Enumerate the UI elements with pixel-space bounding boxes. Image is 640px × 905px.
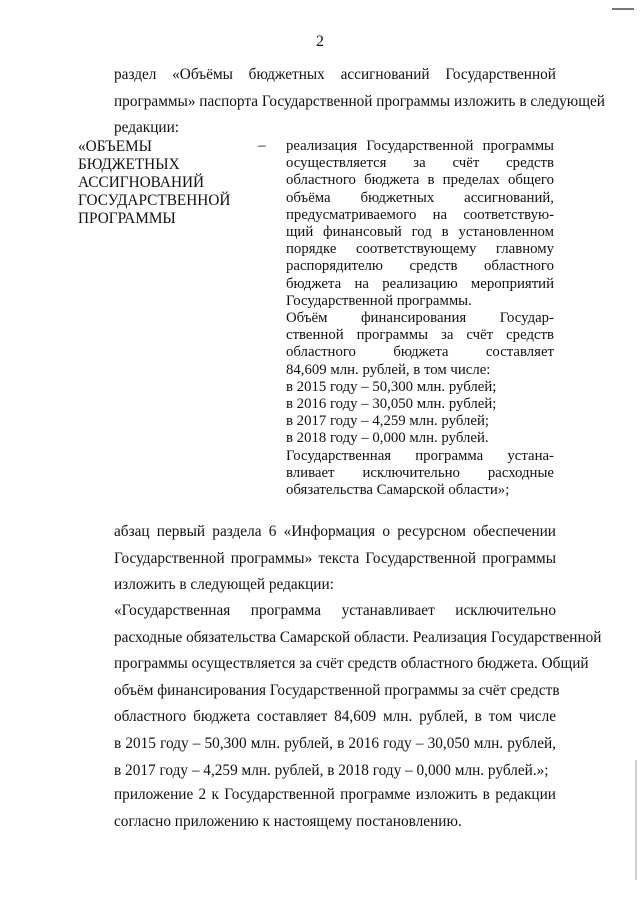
appendix-paragraph [76,782,556,835]
content-line: предусматриваемого на соответствую- [286,206,554,223]
text-line: областного бюджета составляет 84,609 млн. рублей, в том числе [114,708,556,726]
content-line: в 2016 году – 30,050 млн. рублей; [286,396,497,413]
text-line: изложить в следующей редакции: [114,576,334,594]
text-line: редакции: [114,119,180,137]
content-line: реализация Государственной программы [286,138,554,154]
section-content [286,138,554,499]
content-line: бюджета на реализацию мероприятий [286,275,554,292]
text-line: Государственной программы» текста Государственной программы [114,549,556,567]
separator-dash: – [258,137,266,154]
text-line: программы осуществляется за счёт средств областного бюджета. Общий [114,655,589,673]
section-title-line: ГОСУДАРСТВЕННОЙ [78,192,231,209]
text-line: согласно приложению к настоящему постановлению. [114,812,462,830]
section-title-line: «ОБЪЕМЫ [78,138,152,155]
section-title-line: ПРОГРАММЫ [78,210,176,227]
section-title-line: АССИГНОВАНИЙ [78,174,205,191]
content-line: объёма бюджетных ассигнований, [286,189,554,206]
content-line: обязательства Самарской области»; [286,482,510,499]
page-number: 2 [316,33,324,50]
content-line: Государственной программы. [286,292,472,309]
text-line: раздел «Объёмы бюджетных ассигнований Государственной [114,66,556,83]
text-line: объём финансирования Государственной программы за счёт средств [114,681,560,699]
intro-paragraph [76,62,605,142]
text-line: «Государственная программа устанавливает исключительно [114,602,556,619]
content-line: щий финансовый год в установленном [286,224,554,241]
content-line: вливает исключительно расходные [286,464,554,481]
section-title-line: БЮДЖЕТНЫХ [78,156,180,173]
content-line: распорядителю средств областного [286,258,554,275]
quoted-paragraph [76,598,602,784]
text-line: расходные обязательства Самарской области. Реализация Государственной [114,628,602,646]
content-line: 84,609 млн. рублей, в том числе: [286,361,491,378]
content-line: Объём финансирования Государ- [286,310,554,327]
section-title [78,138,230,228]
content-line: в 2017 году – 4,259 млн. рублей; [286,413,489,430]
content-line: порядке соответствующему главному [286,241,554,258]
text-line: абзац первый раздела 6 «Информация о ресурсном обеспечении [114,523,556,540]
text-line: программы» паспорта Государственной программы изложить в следующей [114,92,605,110]
text-line: в 2015 году – 50,300 млн. рублей, в 2016 году – 30,050 млн. рублей, [114,734,556,752]
text-line: в 2017 году – 4,259 млн. рублей, в 2018 году – 0,000 млн. рублей.»; [114,761,549,779]
content-line: областного бюджета в пределах общего [286,172,554,189]
scan-edge-mark [612,8,634,10]
content-line: Государственная программа устана- [286,447,554,464]
scan-edge-line [635,760,637,880]
content-line: в 2018 году – 0,000 млн. рублей. [286,430,489,447]
content-line: осуществляется за счёт средств [286,155,554,172]
text-line: приложение 2 к Государственной программе изложить в редакции [114,786,556,803]
content-line: в 2015 году – 50,300 млн. рублей; [286,378,497,395]
content-line: ственной программы за счёт средств [286,327,554,344]
content-line: областного бюджета составляет [286,344,554,361]
section6-paragraph [76,519,556,599]
